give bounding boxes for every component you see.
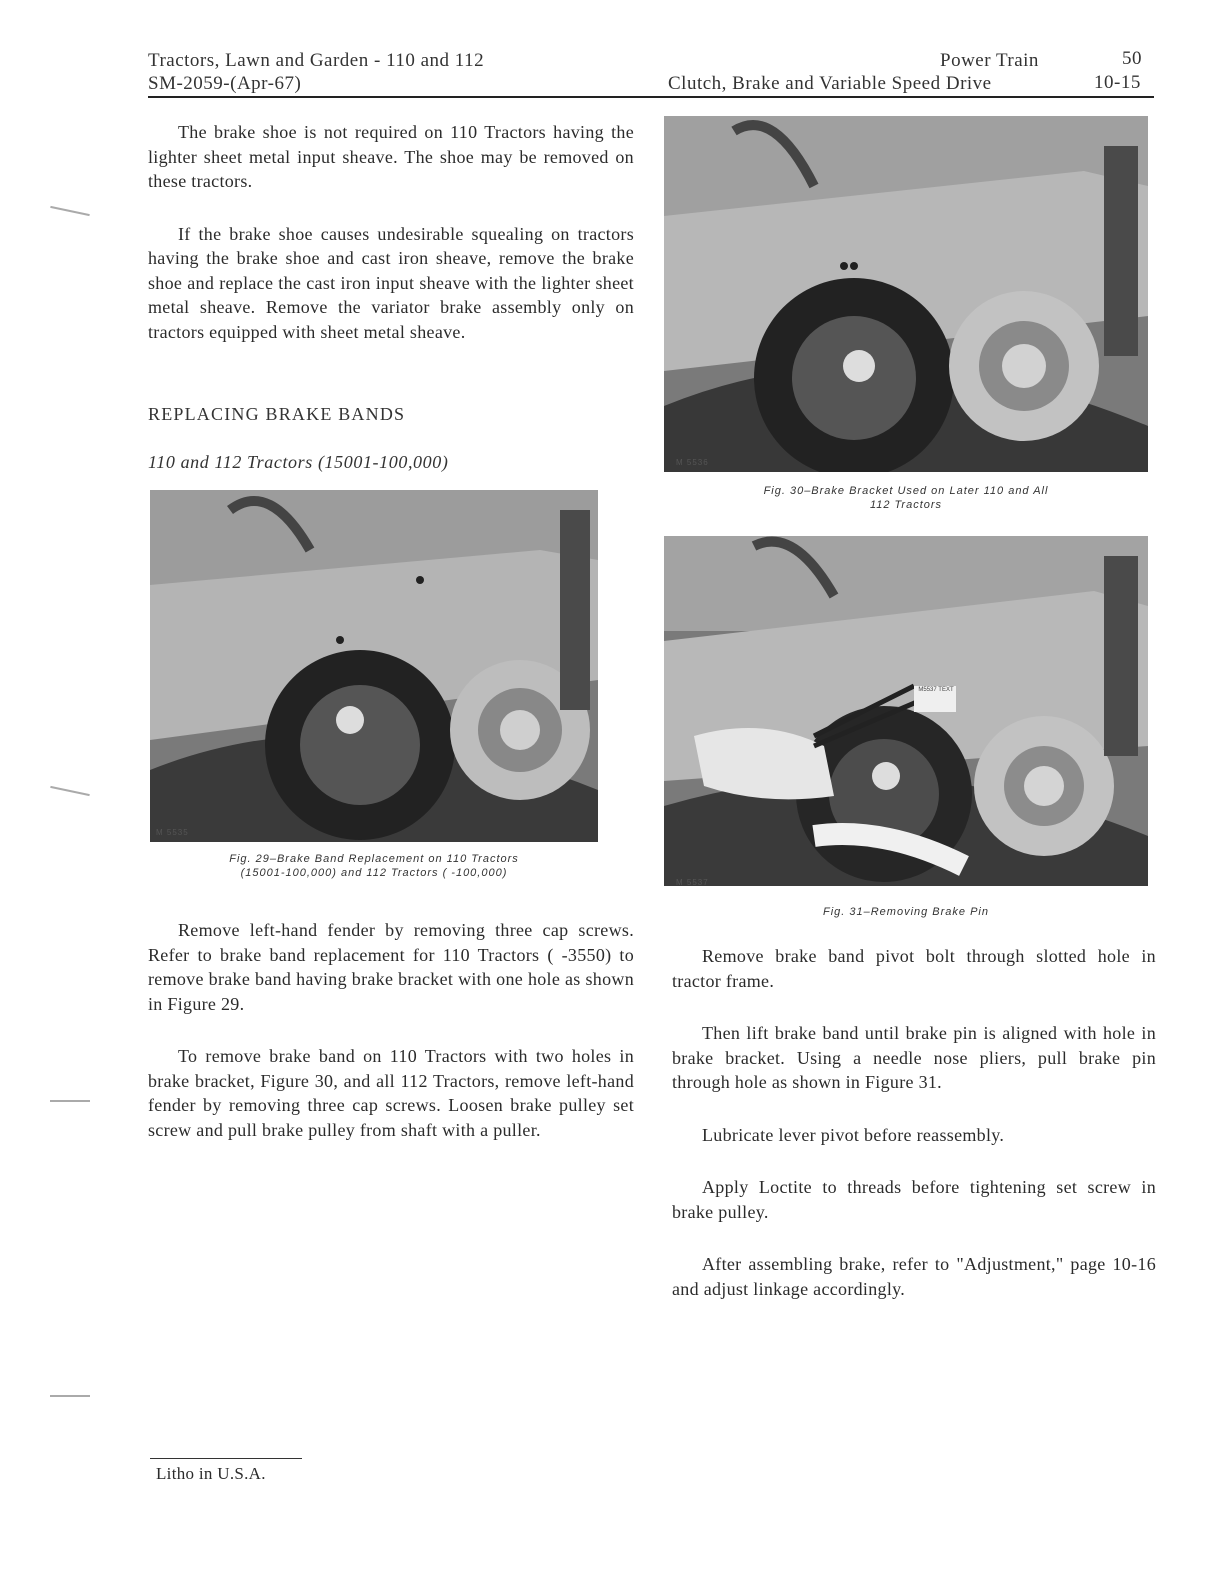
paragraph: Apply Loctite to threads before tightening set screw in brake pulley. <box>672 1177 1156 1222</box>
margin-mark <box>50 206 90 216</box>
paragraph: Remove brake band pivot bolt through slotted hole in tractor frame. <box>672 946 1156 991</box>
margin-mark <box>50 1100 90 1102</box>
page-number: 50 <box>1122 48 1142 69</box>
paragraph: The brake shoe is not required on 110 Tractors having the lighter sheet metal input sheave. The shoe may be removed on these tractors. <box>148 122 634 191</box>
paragraph: To remove brake band on 110 Tractors with two holes in brake bracket, Figure 30, and all 112 Tractors, remove left-hand fender by removing three cap screws. Loosen brake pulley set screw and pull brake pulley from shaft with a puller. <box>148 1046 634 1140</box>
header-left-title: Tractors, Lawn and Garden - 110 and 112 <box>148 50 485 71</box>
photo-code: M 5536 <box>676 458 709 467</box>
figure-29-photo <box>150 490 598 842</box>
paragraph: After assembling brake, refer to "Adjustment," page 10-16 and adjust linkage accordingly. <box>672 1254 1156 1299</box>
header-right-title: Power Train <box>940 50 1039 71</box>
photo-code: M 5535 <box>156 828 189 837</box>
figure-30-photo <box>664 116 1148 472</box>
paragraph: Remove left-hand fender by removing three cap screws. Refer to brake band replacement for 110 Tractors ( -3550) to remove brake band having brake bracket with one hole as shown in Figure 29. <box>148 920 634 1014</box>
figure-30-caption <box>664 484 1148 512</box>
figure-29-caption <box>150 852 598 880</box>
section-subheading: 110 and 112 Tractors (15001-100,000) <box>148 452 449 472</box>
paragraph: Then lift brake band until brake pin is aligned with hole in brake bracket. Using a needle nose pliers, pull brake pin through hole as shown in Figure 31. <box>672 1023 1156 1092</box>
footer-rule <box>150 1458 302 1459</box>
footer-litho: Litho in U.S.A. <box>156 1464 266 1483</box>
caption-line: 112 Tractors <box>869 499 943 511</box>
caption-line: (15001-100,000) and 112 Tractors ( -100,000) <box>240 867 508 879</box>
caption-line: Fig. 30–Brake Bracket Used on Later 110 and All <box>763 485 1049 497</box>
paragraph: Lubricate lever pivot before reassembly. <box>702 1124 1005 1145</box>
section-heading: REPLACING BRAKE BANDS <box>148 404 406 424</box>
section-number: 10-15 <box>1094 72 1141 93</box>
margin-mark <box>50 786 90 796</box>
header-rule <box>148 96 1154 98</box>
header-left-code: SM-2059-(Apr-67) <box>148 73 302 94</box>
figure-31-caption: Fig. 31–Removing Brake Pin <box>822 906 989 918</box>
caption-line: Fig. 29–Brake Band Replacement on 110 Tractors <box>229 853 519 865</box>
margin-mark <box>50 1395 90 1397</box>
left-body-text <box>148 918 634 1170</box>
header-right-subtitle: Clutch, Brake and Variable Speed Drive <box>668 73 992 94</box>
photo-code: M 5537 <box>676 878 709 887</box>
right-body-text <box>672 944 1156 1329</box>
figure-31-photo <box>664 536 1148 886</box>
photo-tag-label: M5537 TEXT <box>918 687 954 693</box>
left-intro-text <box>148 120 634 372</box>
paragraph: If the brake shoe causes undesirable squealing on tractors having the brake shoe and cast iron sheave, remove the brake shoe and replace the cast iron input sheave with the lighter sheet metal sheave. Remove the variator brake assembly only on tractors equipped with sheet metal sheave. <box>148 223 634 342</box>
